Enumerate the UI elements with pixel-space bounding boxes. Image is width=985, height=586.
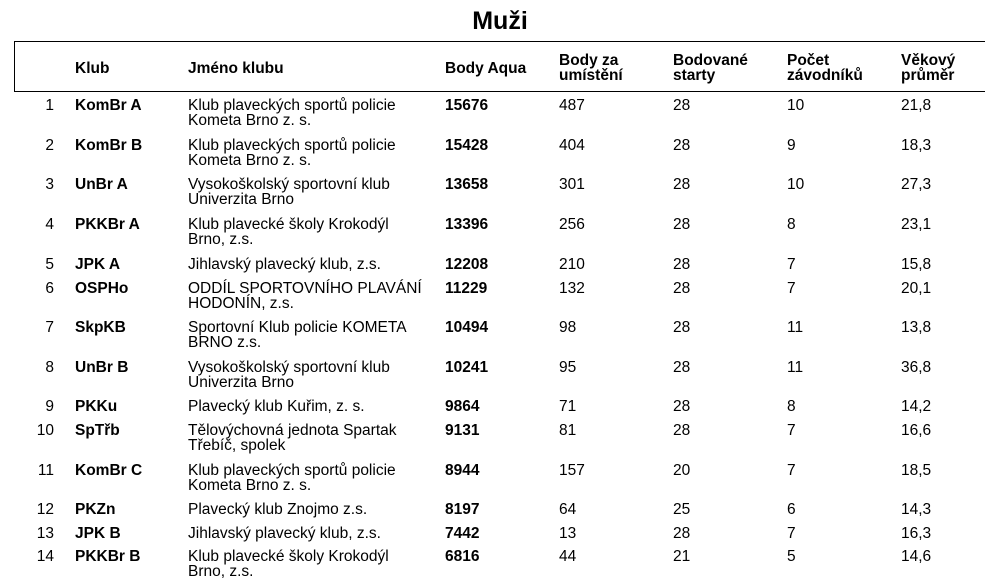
header-body-za-umisteni xyxy=(559,53,623,83)
cell-rank: 10 xyxy=(36,422,54,439)
cell-body-za-umisteni: 132 xyxy=(559,280,585,297)
cell-body-za-umisteni: 256 xyxy=(559,216,585,233)
cell-jmeno-klubu-line1: Klub plaveckých sportů policie xyxy=(188,97,396,114)
cell-body-za-umisteni: 64 xyxy=(559,501,577,518)
cell-body-aqua: 13396 xyxy=(445,216,489,233)
table-left-border xyxy=(14,41,15,91)
header-vekovy-prumer-line1: Věkový xyxy=(901,52,956,69)
cell-jmeno-klubu-line1: Klub plavecké školy Krokodýl xyxy=(188,548,389,565)
cell-klub: PKKu xyxy=(75,398,118,415)
cell-vekovy-prumer: 14,3 xyxy=(901,501,932,518)
cell-jmeno-klubu-line2: Kometa Brno z. s. xyxy=(188,477,312,494)
cell-jmeno-klubu-line1: Vysokoškolský sportovní klub xyxy=(188,359,390,376)
cell-pocet-zavodniku: 10 xyxy=(787,176,805,193)
cell-pocet-zavodniku: 11 xyxy=(787,359,804,376)
cell-pocet-zavodniku: 7 xyxy=(787,525,796,542)
cell-jmeno-klubu-line2: HODONÍN, z.s. xyxy=(188,295,294,312)
cell-bodovane-starty: 20 xyxy=(673,462,691,479)
cell-rank: 14 xyxy=(36,548,54,565)
cell-vekovy-prumer: 18,5 xyxy=(901,462,932,479)
cell-klub: KomBr C xyxy=(75,462,143,479)
cell-body-aqua: 12208 xyxy=(445,256,489,273)
cell-body-za-umisteni: 98 xyxy=(559,319,577,336)
cell-jmeno-klubu-line1: Plavecký klub Znojmo z.s. xyxy=(188,501,368,518)
cell-vekovy-prumer: 16,3 xyxy=(901,525,932,542)
header-body-aqua: Body Aqua xyxy=(445,60,527,77)
cell-body-za-umisteni: 157 xyxy=(559,462,585,479)
header-body-za-umisteni-line2: umístění xyxy=(559,67,623,84)
cell-jmeno-klubu-line1: Vysokoškolský sportovní klub xyxy=(188,176,390,193)
header-vekovy-prumer-line2: průměr xyxy=(901,67,955,84)
cell-body-aqua: 8197 xyxy=(445,501,480,518)
header-pocet-zavodniku-line2: závodníků xyxy=(787,67,863,84)
cell-bodovane-starty: 28 xyxy=(673,216,691,233)
cell-jmeno-klubu-line1: Klub plaveckých sportů policie xyxy=(188,462,396,479)
header-jmeno-klubu: Jméno klubu xyxy=(188,60,284,77)
cell-jmeno-klubu-line2: Třebíč, spolek xyxy=(188,437,286,454)
cell-vekovy-prumer: 23,1 xyxy=(901,216,932,233)
cell-rank: 4 xyxy=(45,216,54,233)
cell-body-aqua: 15428 xyxy=(445,137,489,154)
cell-rank: 11 xyxy=(37,462,54,479)
cell-klub: SkpKB xyxy=(75,319,126,336)
header-body-za-umisteni-line1: Body za xyxy=(559,52,619,69)
cell-body-za-umisteni: 71 xyxy=(559,398,577,415)
cell-klub: JPK A xyxy=(75,256,121,273)
cell-pocet-zavodniku: 10 xyxy=(787,97,805,114)
cell-rank: 1 xyxy=(45,97,54,114)
table-top-rule xyxy=(14,41,985,42)
cell-pocet-zavodniku: 6 xyxy=(787,501,796,518)
cell-body-za-umisteni: 404 xyxy=(559,137,585,154)
cell-vekovy-prumer: 18,3 xyxy=(901,137,932,154)
header-bodovane-starty-line1: Bodované xyxy=(673,52,748,69)
cell-jmeno-klubu-line1: Sportovní Klub policie KOMETA xyxy=(188,319,407,336)
cell-bodovane-starty: 28 xyxy=(673,359,691,376)
cell-klub: JPK B xyxy=(75,525,121,542)
cell-vekovy-prumer: 20,1 xyxy=(901,280,932,297)
cell-vekovy-prumer: 14,6 xyxy=(901,548,932,565)
cell-bodovane-starty: 28 xyxy=(673,525,691,542)
cell-klub: PKKBr B xyxy=(75,548,141,565)
cell-jmeno-klubu-line1: Tělovýchovná jednota Spartak xyxy=(188,422,397,439)
cell-body-aqua: 10494 xyxy=(445,319,489,336)
cell-bodovane-starty: 28 xyxy=(673,280,691,297)
cell-klub: PKKBr A xyxy=(75,216,140,233)
page-title: Muži xyxy=(472,7,528,35)
cell-klub: SpTřb xyxy=(75,422,120,439)
cell-jmeno-klubu-line2: Brno, z.s. xyxy=(188,563,254,580)
cell-jmeno-klubu-line2: Brno, z.s. xyxy=(188,231,254,248)
cell-pocet-zavodniku: 7 xyxy=(787,256,796,273)
cell-vekovy-prumer: 36,8 xyxy=(901,359,932,376)
cell-body-za-umisteni: 44 xyxy=(559,548,577,565)
header-bodovane-starty xyxy=(673,53,748,83)
cell-jmeno-klubu-line1: Jihlavský plavecký klub, z.s. xyxy=(188,256,381,273)
cell-jmeno-klubu-line2: BRNO z.s. xyxy=(188,334,262,351)
cell-jmeno-klubu-line1: Plavecký klub Kuřim, z. s. xyxy=(188,398,365,415)
cell-body-za-umisteni: 81 xyxy=(559,422,577,439)
cell-bodovane-starty: 25 xyxy=(673,501,691,518)
cell-pocet-zavodniku: 7 xyxy=(787,462,796,479)
cell-body-aqua: 9864 xyxy=(445,398,480,415)
cell-bodovane-starty: 28 xyxy=(673,319,691,336)
cell-klub: UnBr A xyxy=(75,176,128,193)
cell-pocet-zavodniku: 7 xyxy=(787,280,796,297)
cell-klub: OSPHo xyxy=(75,280,129,297)
cell-vekovy-prumer: 15,8 xyxy=(901,256,932,273)
cell-pocet-zavodniku: 8 xyxy=(787,398,796,415)
cell-jmeno-klubu-line2: Kometa Brno z. s. xyxy=(188,152,312,169)
header-bodovane-starty-line2: starty xyxy=(673,67,716,84)
cell-jmeno-klubu-line2: Univerzita Brno xyxy=(188,374,294,391)
cell-klub: PKZn xyxy=(75,501,116,518)
cell-body-aqua: 7442 xyxy=(445,525,480,542)
cell-klub: UnBr B xyxy=(75,359,129,376)
cell-rank: 13 xyxy=(36,525,54,542)
cell-bodovane-starty: 28 xyxy=(673,256,691,273)
cell-bodovane-starty: 28 xyxy=(673,97,691,114)
cell-rank: 7 xyxy=(45,319,54,336)
cell-bodovane-starty: 28 xyxy=(673,137,691,154)
cell-klub: KomBr A xyxy=(75,97,142,114)
cell-jmeno-klubu-line1: Klub plaveckých sportů policie xyxy=(188,137,396,154)
cell-body-aqua: 8944 xyxy=(445,462,480,479)
header-pocet-zavodniku xyxy=(787,53,863,83)
cell-rank: 6 xyxy=(45,280,54,297)
cell-body-za-umisteni: 487 xyxy=(559,97,585,114)
cell-jmeno-klubu-line1: Jihlavský plavecký klub, z.s. xyxy=(188,525,381,542)
cell-jmeno-klubu-line2: Univerzita Brno xyxy=(188,191,294,208)
cell-jmeno-klubu-line2: Kometa Brno z. s. xyxy=(188,112,312,129)
cell-rank: 5 xyxy=(45,256,54,273)
header-pocet-zavodniku-line1: Počet xyxy=(787,52,830,69)
cell-body-za-umisteni: 210 xyxy=(559,256,585,273)
cell-pocet-zavodniku: 11 xyxy=(787,319,804,336)
header-vekovy-prumer xyxy=(901,53,955,83)
cell-vekovy-prumer: 27,3 xyxy=(901,176,932,193)
cell-vekovy-prumer: 21,8 xyxy=(901,97,932,114)
cell-body-aqua: 11229 xyxy=(445,280,488,297)
cell-jmeno-klubu-line1: ODDÍL SPORTOVNÍHO PLAVÁNÍ xyxy=(188,280,422,297)
cell-body-aqua: 15676 xyxy=(445,97,489,114)
cell-vekovy-prumer: 13,8 xyxy=(901,319,932,336)
cell-vekovy-prumer: 16,6 xyxy=(901,422,932,439)
cell-pocet-zavodniku: 5 xyxy=(787,548,796,565)
header-bottom-rule xyxy=(14,91,985,92)
cell-klub: KomBr B xyxy=(75,137,143,154)
cell-vekovy-prumer: 14,2 xyxy=(901,398,932,415)
cell-rank: 3 xyxy=(45,176,54,193)
cell-body-za-umisteni: 301 xyxy=(559,176,585,193)
cell-pocet-zavodniku: 8 xyxy=(787,216,796,233)
cell-rank: 12 xyxy=(36,501,54,518)
cell-bodovane-starty: 21 xyxy=(673,548,691,565)
cell-rank: 8 xyxy=(45,359,54,376)
cell-body-aqua: 10241 xyxy=(445,359,489,376)
cell-bodovane-starty: 28 xyxy=(673,176,691,193)
header-klub: Klub xyxy=(75,60,110,77)
cell-body-aqua: 13658 xyxy=(445,176,489,193)
cell-body-aqua: 6816 xyxy=(445,548,480,565)
cell-bodovane-starty: 28 xyxy=(673,398,691,415)
cell-rank: 2 xyxy=(45,137,54,154)
cell-rank: 9 xyxy=(45,398,54,415)
cell-pocet-zavodniku: 9 xyxy=(787,137,796,154)
cell-body-za-umisteni: 13 xyxy=(559,525,577,542)
cell-body-za-umisteni: 95 xyxy=(559,359,577,376)
cell-bodovane-starty: 28 xyxy=(673,422,691,439)
cell-jmeno-klubu-line1: Klub plavecké školy Krokodýl xyxy=(188,216,389,233)
cell-body-aqua: 9131 xyxy=(445,422,480,439)
cell-pocet-zavodniku: 7 xyxy=(787,422,796,439)
